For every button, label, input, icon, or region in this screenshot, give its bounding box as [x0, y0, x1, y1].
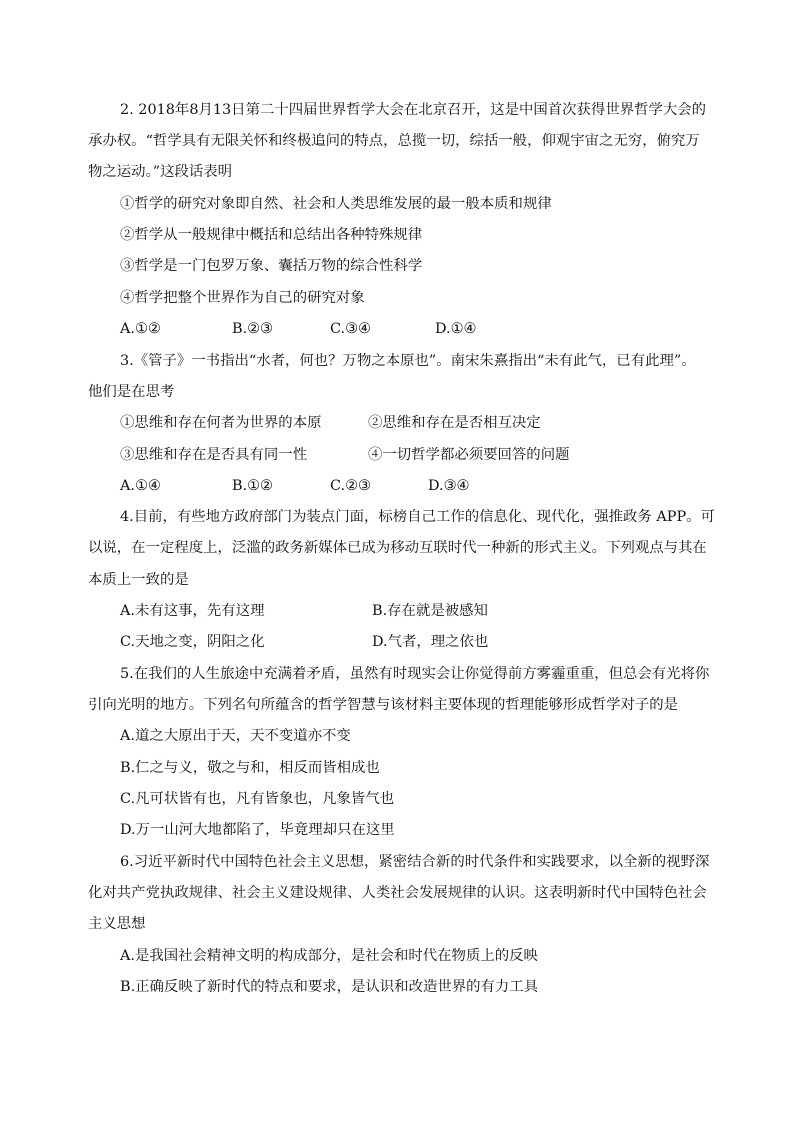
- q2-statement-2: ②哲学从一般规律中概括和总结出各种特殊规律: [120, 227, 423, 243]
- q3-option-c: C.②③: [330, 478, 371, 494]
- q5-option-a: A.道之大原出于天，天不变道亦不变: [120, 728, 351, 744]
- q2-option-b: B.②③: [232, 321, 273, 337]
- q6-stem-line-1: 6.习近平新时代中国特色社会主义思想，紧密结合新的时代条件和实践要求，以全新的视野深: [120, 854, 710, 870]
- q3-option-b: B.①②: [232, 478, 273, 494]
- q3-option-a: A.①④: [120, 478, 161, 494]
- q5-option-c: C.凡可状皆有也，凡有皆象也，凡象皆气也: [120, 791, 395, 807]
- q4-option-d: D.气者，理之依也: [372, 634, 489, 650]
- q5-stem-line-1: 5.在我们的人生旅途中充满着矛盾，虽然有时现实会让你觉得前方雾霾重重，但总会有光将你: [120, 666, 710, 682]
- q3-statement-2: ②思维和存在是否相互决定: [368, 415, 541, 431]
- q2-statement-3: ③哲学是一门包罗万象、囊括万物的综合性科学: [120, 258, 423, 274]
- q2-option-a: A.①②: [120, 321, 161, 337]
- q4-stem-line-1: 4.目前，有些地方政府部门为装点门面，标榜自己工作的信息化、现代化，强推政务 APP。可: [120, 509, 715, 525]
- q2-option-d: D.①④: [435, 321, 477, 337]
- q2-stem-line-1: 2. 2018年8月13日第二十四届世界哲学大会在北京召开，这是中国首次获得世界哲学大会的: [120, 102, 707, 118]
- q4-option-a: A.未有这事，先有这理: [120, 603, 265, 619]
- q4-stem-line-3: 本质上一致的是: [88, 572, 189, 588]
- q3-statement-1: ①思维和存在何者为世界的本原: [120, 415, 322, 431]
- q5-stem-line-2: 引向光明的地方。下列名句所蕴含的哲学智慧与该材料主要体现的哲理能够形成哲学对子的是: [88, 697, 679, 713]
- q2-statement-1: ①哲学的研究对象即自然、社会和人类思维发展的最一般本质和规律: [120, 196, 552, 212]
- q6-stem-line-3: 主义思想: [88, 916, 146, 932]
- q5-option-b: B.仁之与义，敬之与和，相反而皆相成也: [120, 760, 380, 776]
- q3-stem-line-2: 他们是在思考: [88, 384, 175, 400]
- q3-stem-line-1: 3.《管子》一书指出“水者，何也？万物之本原也”。南宋朱熹指出“未有此气，已有此理”。: [120, 353, 696, 369]
- q3-statement-3: ③思维和存在是否具有同一性: [120, 447, 308, 463]
- q4-option-c: C.天地之变，阴阳之化: [120, 634, 265, 650]
- q6-option-a: A.是我国社会精神文明的构成部分，是社会和时代在物质上的反映: [120, 948, 538, 964]
- q4-stem-line-2: 以说，在一定程度上，泛滥的政务新媒体已成为移动互联时代一种新的形式主义。下列观点与其在: [88, 540, 707, 556]
- q4-option-b: B.存在就是被感知: [372, 603, 488, 619]
- q3-option-d: D.③④: [428, 478, 470, 494]
- q2-statement-4: ④哲学把整个世界作为自己的研究对象: [120, 290, 365, 306]
- q2-stem-line-2: 承办权。“哲学具有无限关怀和终极追问的特点，总揽一切，综括一般，仰观宇宙之无穷，俯究万: [88, 133, 700, 149]
- q2-option-c: C.③④: [330, 321, 371, 337]
- q3-statement-4: ④一切哲学都必须要回答的问题: [368, 447, 570, 463]
- q2-stem-line-3: 物之运动。”这段话表明: [88, 164, 233, 180]
- q5-option-d: D.万一山河大地都陷了，毕竟理却只在这里: [120, 822, 395, 838]
- q6-option-b: B.正确反映了新时代的特点和要求，是认识和改造世界的有力工具: [120, 979, 539, 995]
- q6-stem-line-2: 化对共产党执政规律、社会主义建设规律、人类社会发展规律的认识。这表明新时代中国特色社会: [88, 885, 707, 901]
